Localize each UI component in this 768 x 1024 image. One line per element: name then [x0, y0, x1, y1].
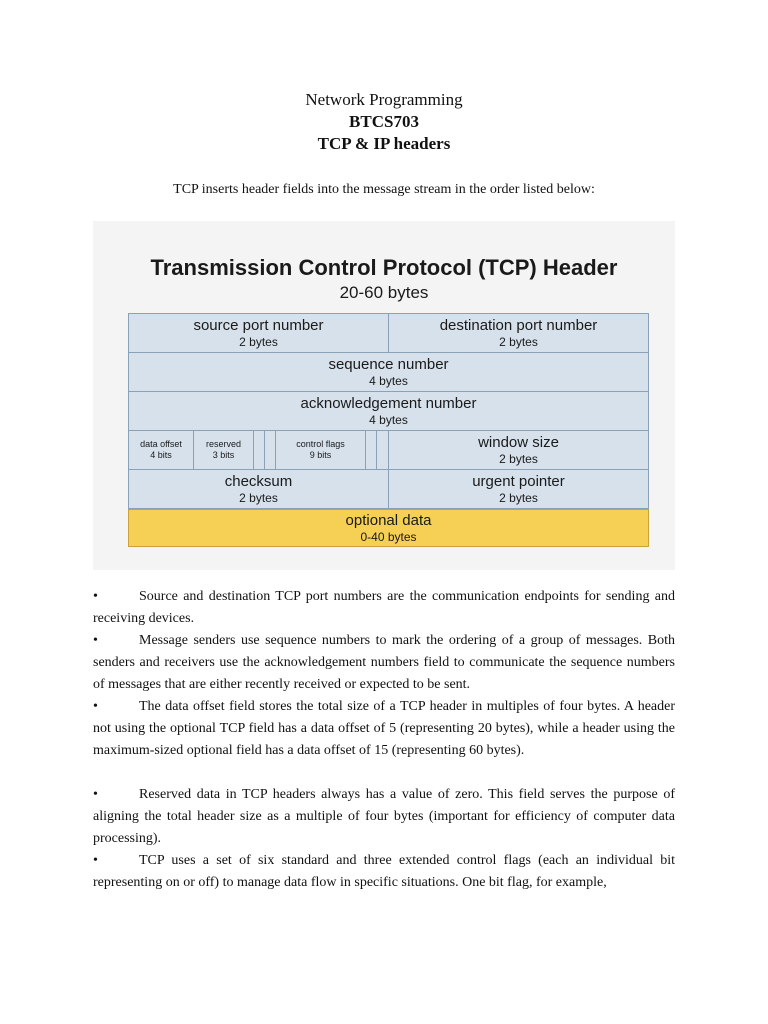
- field-name: optional data: [345, 512, 432, 529]
- field-name: checksum: [224, 473, 293, 490]
- field-name: control flags: [296, 439, 345, 449]
- field-size: 4 bytes: [369, 413, 408, 427]
- tcp-header-diagram: [93, 221, 675, 570]
- field-urgent-pointer: [388, 469, 649, 509]
- field-acknowledgement-number: [128, 391, 649, 431]
- diagram-subtitle: 20-60 bytes: [339, 283, 429, 302]
- paragraph-text: TCP uses a set of six standard and three extended control flags (each an individual bit representing on or off) to manage data flow in specific situations. One bit flag, for example,: [93, 853, 675, 890]
- course-code: BTCS703: [349, 112, 419, 131]
- field-control-flags: [275, 430, 366, 470]
- bullet-paragraph: • TCP uses a set of six standard and three extended control flags (each an individual bit representing on or off) to manage data flow in specific situations. One bit flag, for example,: [93, 853, 675, 890]
- field-name: window size: [478, 434, 559, 451]
- field-size: 3 bits: [212, 450, 235, 460]
- field-data-offset: [128, 430, 194, 470]
- field-size: 0-40 bytes: [360, 530, 417, 544]
- field-size: 2 bytes: [499, 452, 538, 466]
- field-name: data offset: [140, 439, 182, 449]
- paragraph-text: Source and destination TCP port numbers are the communication endpoints for sending and receiving devices.: [93, 589, 675, 626]
- field-size: 9 bits: [309, 450, 332, 460]
- paragraph-text: Reserved data in TCP headers always has a value of zero. This field serves the purpose of aligning the total header size as a multiple of four bytes (important for efficiency of computer data processing).: [93, 787, 675, 846]
- field-name: destination port number: [439, 317, 598, 334]
- field-size: 4 bits: [150, 450, 172, 460]
- bullet-paragraph: • Source and destination TCP port numbers are the communication endpoints for sending and receiving devices.: [93, 589, 675, 626]
- field-optional-data: [128, 509, 649, 547]
- field-name: source port number: [193, 317, 324, 334]
- field-name: acknowledgement number: [300, 395, 477, 412]
- bullet-paragraph: • The data offset field stores the total size of a TCP header in multiples of four bytes. A header not using the optional TCP field has a data offset of 5 (representing 20 bytes), while a header using the maximum-sized optional field has a data offset of 15 (representing 60 bytes).: [93, 699, 675, 758]
- paragraph-spacer: [93, 762, 675, 784]
- course-title: Network Programming: [305, 90, 463, 109]
- field-window-size: [388, 430, 649, 470]
- field-size: 2 bytes: [239, 491, 278, 505]
- field-size: 4 bytes: [369, 374, 408, 388]
- diagram-title: Transmission Control Protocol (TCP) Header: [150, 255, 618, 280]
- paragraph-text: Message senders use sequence numbers to mark the ordering of a group of messages. Both senders and receivers use the acknowledgement numbers field to communicate the sequence numbers of messages that are either recently received or expected to be sent.: [93, 633, 675, 692]
- field-name: sequence number: [328, 356, 449, 373]
- field-source-port: [128, 313, 389, 353]
- field-checksum: [128, 469, 389, 509]
- field-size: 2 bytes: [239, 335, 278, 349]
- bullet-paragraph: • Message senders use sequence numbers to mark the ordering of a group of messages. Both senders and receivers use the acknowledgement numbers field to communicate the sequence numbers of messages that are either recently received or expected to be sent.: [93, 633, 675, 692]
- body-text: [93, 586, 675, 894]
- topic-title: TCP & IP headers: [317, 134, 451, 153]
- intro-sentence: TCP inserts header fields into the message stream in the order listed below:: [173, 182, 595, 197]
- field-name: urgent pointer: [472, 473, 565, 490]
- field-destination-port: [388, 313, 649, 353]
- field-sequence-number: [128, 352, 649, 392]
- field-reserved: [193, 430, 254, 470]
- paragraph-text: The data offset field stores the total size of a TCP header in multiples of four bytes. A header not using the optional TCP field has a data offset of 5 (representing 20 bytes), while a header using the maximum-sized optional field has a data offset of 15 (representing 60 bytes).: [93, 699, 675, 758]
- document-title-block: [0, 89, 768, 155]
- field-size: 2 bytes: [499, 335, 538, 349]
- field-size: 2 bytes: [499, 491, 538, 505]
- field-name: reserved: [205, 439, 241, 449]
- bullet-paragraph: • Reserved data in TCP headers always has a value of zero. This field serves the purpose of aligning the total header size as a multiple of four bytes (important for efficiency of computer data processing).: [93, 787, 675, 846]
